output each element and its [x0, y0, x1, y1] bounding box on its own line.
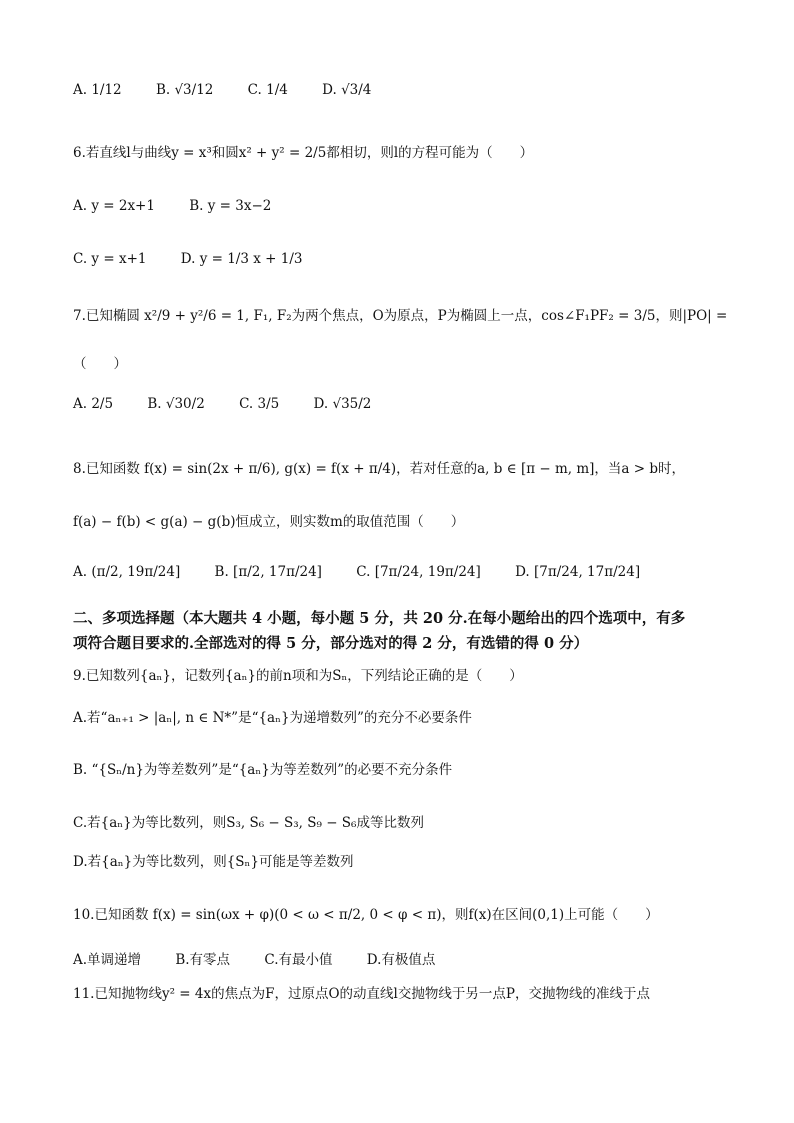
q9-option-a: A.若“aₙ₊₁ > |aₙ|, n ∈ N*”是“{aₙ}为递增数列”的充分不必要条件	[73, 710, 472, 726]
q5-option-a: A. 1/12	[73, 82, 122, 98]
q9-option-c: C.若{aₙ}为等比数列，则S₃, S₆ − S₃, S₉ − S₆成等比数列	[73, 815, 424, 831]
q8-options	[73, 562, 670, 582]
q7-answer-paren: （ ）	[73, 356, 127, 372]
section2-heading-line1: 二、多项选择题（本大题共 4 小题，每小题 5 分，共 20 分.在每小题给出的四个选项中，有多	[73, 610, 686, 627]
q10-options	[73, 950, 465, 970]
q9-stem: 9.已知数列{aₙ}，记数列{aₙ}的前n项和为Sₙ，下列结论正确的是（ ）	[73, 668, 523, 684]
q10-option-d: D.有极值点	[366, 952, 436, 968]
q10-stem: 10.已知函数 f(x) = sin(ωx + φ)(0 < ω < π/2, 0 < φ < π)，则f(x)在区间(0,1)上可能（ ）	[73, 907, 659, 923]
q7-option-c: C. 3/5	[239, 396, 280, 412]
q6-options-ab	[73, 196, 301, 216]
q6-options-cd	[73, 249, 332, 269]
q5-option-d: D. √3/4	[322, 82, 372, 98]
q9-option-d: D.若{aₙ}为等比数列，则{Sₙ}可能是等差数列	[73, 854, 354, 870]
q7-stem: 7.已知椭圆 x²/9 + y²/6 = 1, F₁, F₂为两个焦点，O为原点，P为椭圆上一点，cos∠F₁PF₂ = 3/5，则|PO| =	[73, 308, 728, 324]
section2-heading-line2: 项符合题目要求的.全部选对的得 5 分，部分选对的得 2 分，有选错的得 0 分）	[73, 635, 589, 652]
q5-option-c: C. 1/4	[247, 82, 288, 98]
q10-option-b: B.有零点	[175, 952, 231, 968]
q10-option-c: C.有最小值	[264, 952, 333, 968]
q8-option-c: C. [7π/24, 19π/24]	[356, 564, 481, 580]
q6-option-a: A. y = 2x+1	[73, 198, 155, 214]
q8-stem: 8.已知函数 f(x) = sin(2x + π/6), g(x) = f(x + π/4)，若对任意的a, b ∈ [π − m, m]，当a > b时，	[73, 461, 686, 477]
q6-option-b: B. y = 3x−2	[189, 198, 272, 214]
q8-option-d: D. [7π/24, 17π/24]	[515, 564, 641, 580]
q8-option-a: A. (π/2, 19π/24]	[73, 564, 181, 580]
q9-option-b: B. “{Sₙ/n}为等差数列”是“{aₙ}为等差数列”的必要不充分条件	[73, 762, 453, 778]
q7-options	[73, 394, 401, 414]
q10-option-a: A.单调递增	[73, 952, 142, 968]
q6-option-d: D. y = 1/3 x + 1/3	[180, 251, 303, 267]
q7-option-b: B. √30/2	[147, 396, 205, 412]
q5-option-b: B. √3/12	[155, 82, 214, 98]
q7-option-a: A. 2/5	[73, 396, 114, 412]
q6-option-c: C. y = x+1	[73, 251, 147, 267]
q7-option-d: D. √35/2	[313, 396, 372, 412]
q6-stem: 6.若直线l与曲线y = x³和圆x² + y² = 2/5都相切，则l的方程可能为（ ）	[73, 145, 534, 161]
q5-options	[73, 80, 401, 100]
q11-stem: 11.已知抛物线y² = 4x的焦点为F，过原点O的动直线l交抛物线于另一点P，交抛物线的准线于点	[73, 986, 650, 1002]
q8-option-b: B. [π/2, 17π/24]	[214, 564, 322, 580]
q8-condition: f(a) − f(b) < g(a) − g(b)恒成立，则实数m的取值范围（ ）	[73, 514, 465, 530]
